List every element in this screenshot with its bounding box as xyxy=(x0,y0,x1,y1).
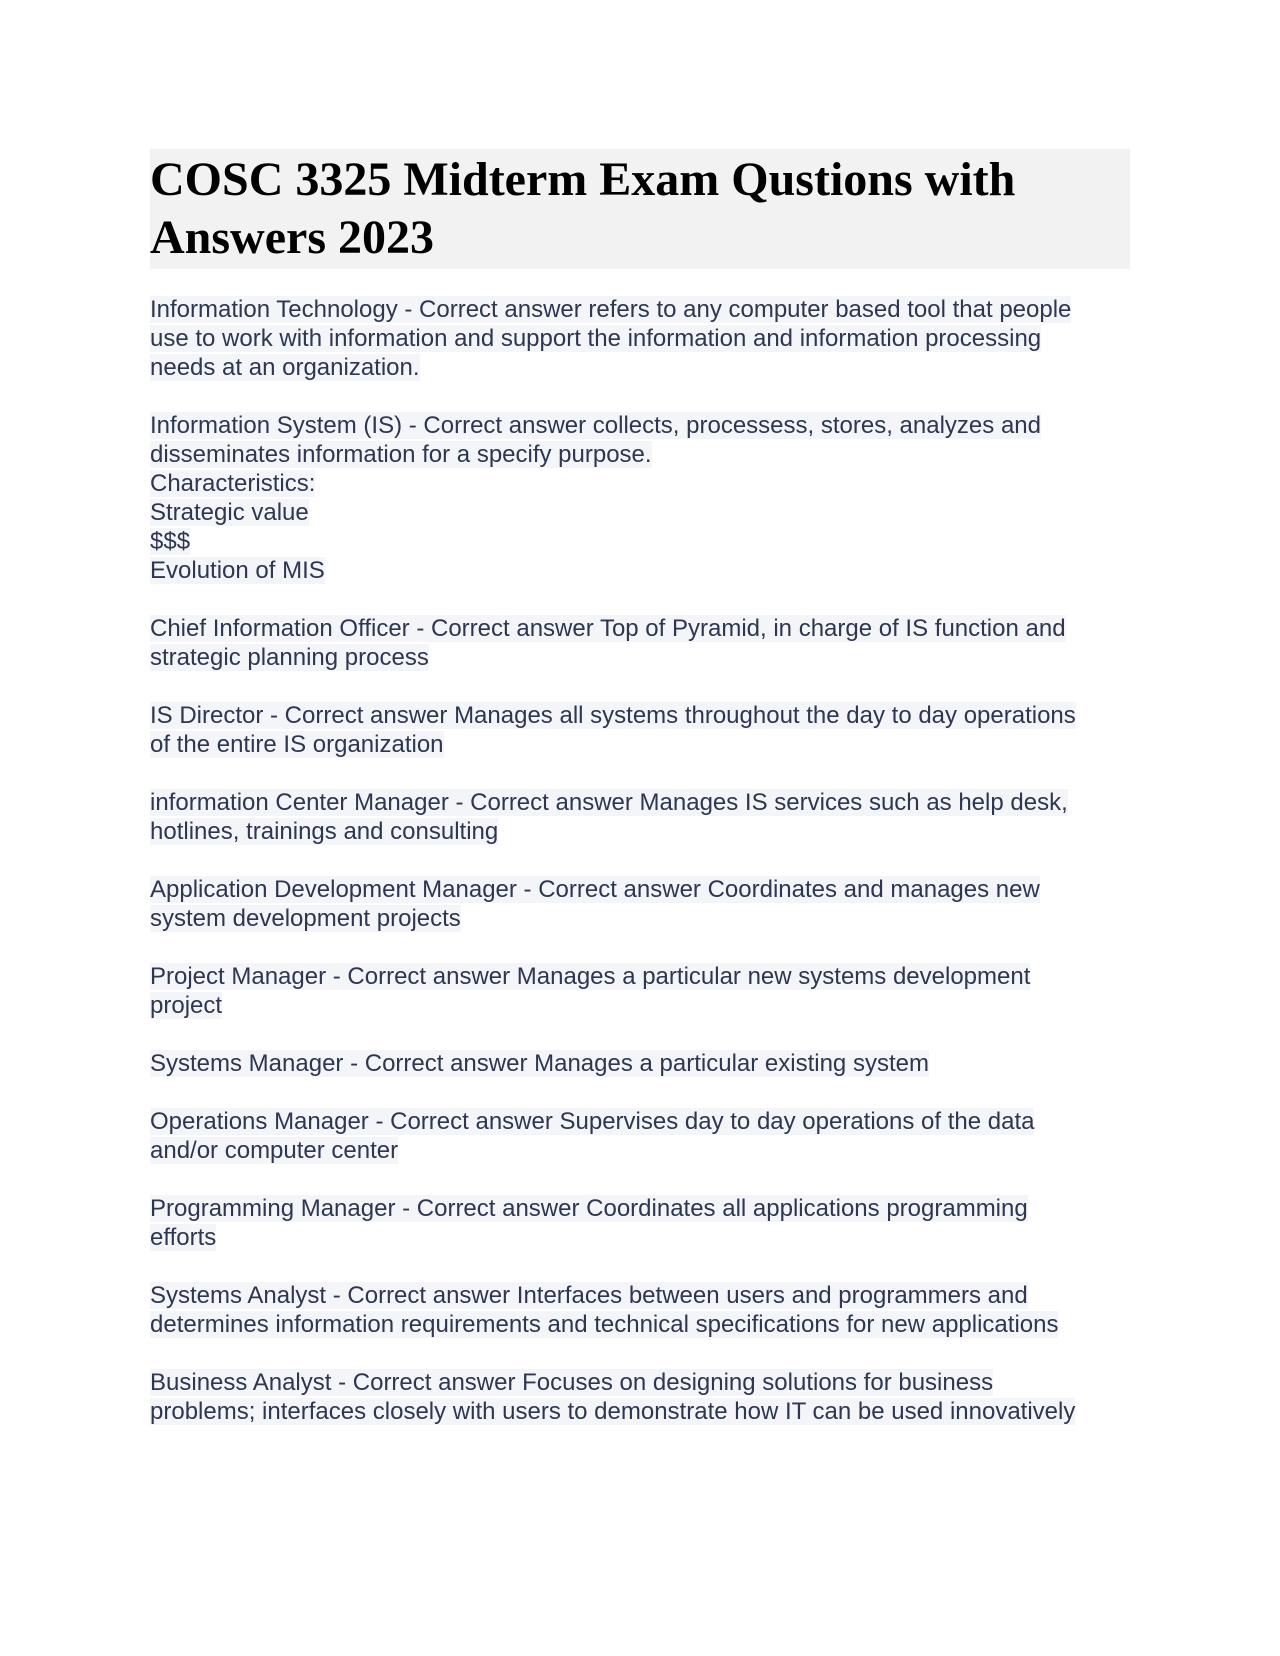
qa-line xyxy=(150,991,1130,1020)
qa-line xyxy=(150,875,1130,904)
qa-line-text: hotlines, trainings and consulting xyxy=(150,818,499,845)
qa-line xyxy=(150,1136,1130,1165)
qa-line xyxy=(150,1223,1130,1252)
qa-line-text: Characteristics: xyxy=(150,470,316,497)
qa-line xyxy=(150,556,1130,585)
qa-line-text: Project Manager - Correct answer Manages a particular new systems development xyxy=(150,963,1031,990)
qa-line-text: Operations Manager - Correct answer Supervises day to day operations of the data xyxy=(150,1108,1035,1135)
qa-line-text: disseminates information for a specify purpose. xyxy=(150,441,652,468)
qa-item xyxy=(150,962,1130,1020)
qa-item xyxy=(150,295,1130,382)
qa-line xyxy=(150,469,1130,498)
qa-line-text: Business Analyst - Correct answer Focuses on designing solutions for business xyxy=(150,1369,994,1396)
qa-line-text: Chief Information Officer - Correct answer Top of Pyramid, in charge of IS function and xyxy=(150,615,1066,642)
qa-line xyxy=(150,1310,1130,1339)
qa-line-text: Programming Manager - Correct answer Coordinates all applications programming xyxy=(150,1195,1028,1222)
qa-item xyxy=(150,614,1130,672)
qa-line xyxy=(150,1194,1130,1223)
qa-line-text: Evolution of MIS xyxy=(150,557,325,584)
qa-line xyxy=(150,817,1130,846)
qa-item xyxy=(150,411,1130,585)
qa-line xyxy=(150,1397,1130,1426)
qa-line xyxy=(150,498,1130,527)
qa-line xyxy=(150,324,1130,353)
qa-line-text: of the entire IS organization xyxy=(150,731,444,758)
qa-item xyxy=(150,701,1130,759)
qa-line-text: and/or computer center xyxy=(150,1137,399,1164)
qa-item xyxy=(150,1107,1130,1165)
qa-line xyxy=(150,962,1130,991)
qa-line-text: strategic planning process xyxy=(150,644,429,671)
qa-line-text: needs at an organization. xyxy=(150,354,420,381)
qa-line xyxy=(150,1368,1130,1397)
qa-line xyxy=(150,730,1130,759)
document-page xyxy=(150,149,1130,1455)
qa-item xyxy=(150,875,1130,933)
qa-line xyxy=(150,353,1130,382)
qa-line-text: Application Development Manager - Correct answer Coordinates and manages new xyxy=(150,876,1040,903)
title-block xyxy=(150,149,1130,269)
qa-line-text: $$$ xyxy=(150,528,191,555)
qa-line xyxy=(150,788,1130,817)
document-title xyxy=(150,151,1130,267)
qa-line-text: efforts xyxy=(150,1224,217,1251)
qa-line xyxy=(150,1107,1130,1136)
qa-line-text: Systems Manager - Correct answer Manages a particular existing system xyxy=(150,1050,929,1077)
qa-line-text: information Center Manager - Correct answer Manages IS services such as help desk, xyxy=(150,789,1068,816)
qa-line-text: system development projects xyxy=(150,905,461,932)
qa-list xyxy=(150,295,1130,1426)
qa-line-text: IS Director - Correct answer Manages all systems throughout the day to day operations xyxy=(150,702,1076,729)
qa-line-text: Information Technology - Correct answer refers to any computer based tool that people xyxy=(150,296,1072,323)
qa-line-text: use to work with information and support the information and information processing xyxy=(150,325,1042,352)
qa-line-text: project xyxy=(150,992,223,1019)
qa-item xyxy=(150,1049,1130,1078)
qa-line xyxy=(150,440,1130,469)
qa-line xyxy=(150,614,1130,643)
qa-line xyxy=(150,411,1130,440)
qa-line-text: determines information requirements and technical specifications for new applications xyxy=(150,1311,1059,1338)
qa-line xyxy=(150,295,1130,324)
title-line: COSC 3325 Midterm Exam Qustions with xyxy=(150,153,1016,206)
qa-line xyxy=(150,527,1130,556)
qa-line-text: Information System (IS) - Correct answer collects, processess, stores, analyzes and xyxy=(150,412,1041,439)
qa-line-text: problems; interfaces closely with users to demonstrate how IT can be used innovatively xyxy=(150,1398,1076,1425)
qa-line xyxy=(150,904,1130,933)
qa-line-text: Strategic value xyxy=(150,499,309,526)
qa-item xyxy=(150,1281,1130,1339)
qa-item xyxy=(150,788,1130,846)
title-line: Answers 2023 xyxy=(150,211,434,264)
qa-item xyxy=(150,1194,1130,1252)
qa-line xyxy=(150,643,1130,672)
qa-line-text: Systems Analyst - Correct answer Interfaces between users and programmers and xyxy=(150,1282,1028,1309)
qa-item xyxy=(150,1368,1130,1426)
qa-line xyxy=(150,1281,1130,1310)
qa-line xyxy=(150,1049,1130,1078)
qa-line xyxy=(150,701,1130,730)
